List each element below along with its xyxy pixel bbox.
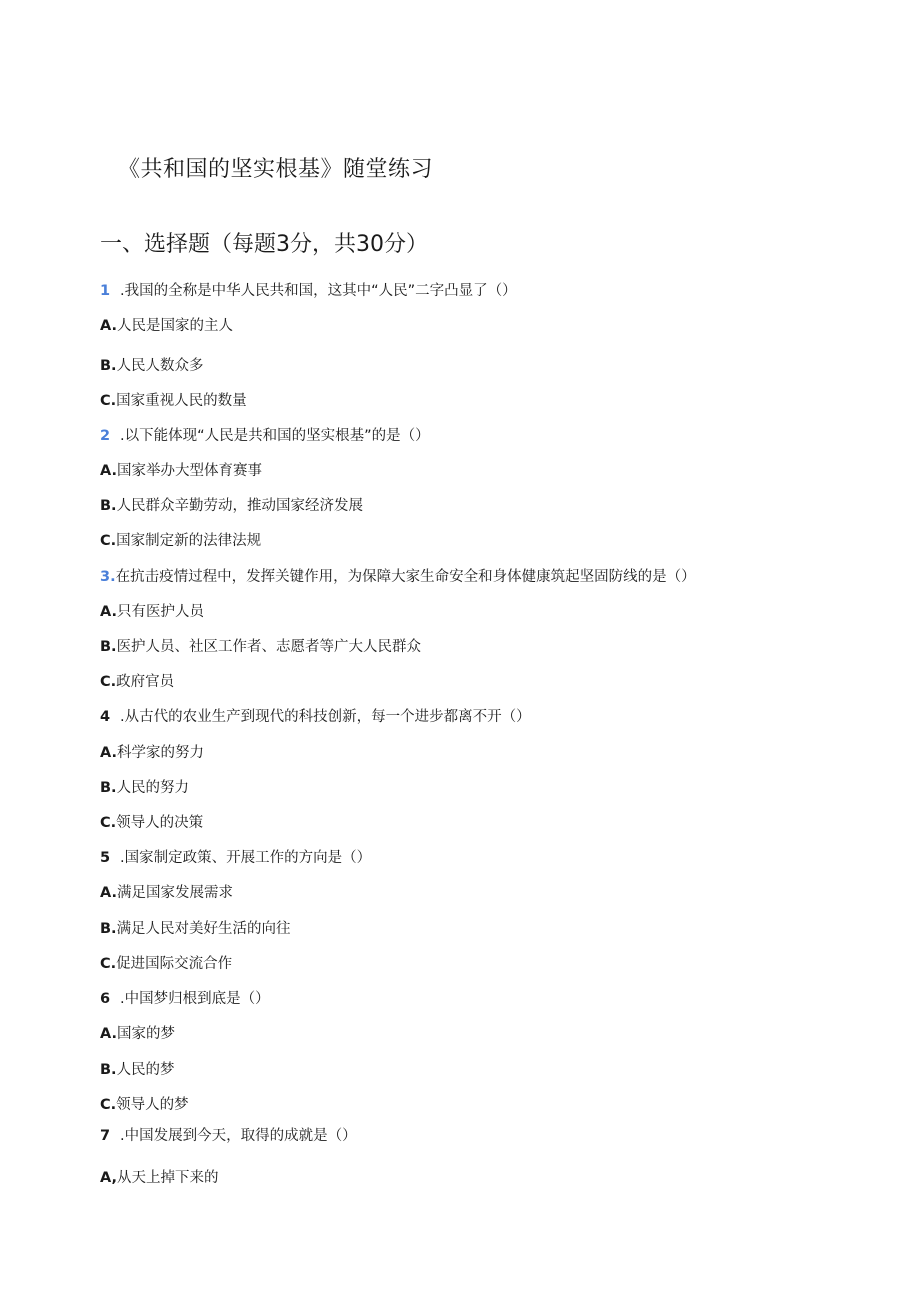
option-text: 国家的梦	[117, 1026, 175, 1042]
option-letter: B.	[100, 639, 117, 655]
option-text: 从天上掉下来的	[117, 1170, 219, 1186]
option-2b	[100, 494, 363, 515]
option-6b	[100, 1058, 175, 1079]
option-3a	[100, 600, 204, 621]
option-letter: A.	[100, 885, 117, 901]
option-5b	[100, 917, 291, 938]
option-text: 满足国家发展需求	[117, 885, 233, 901]
option-6c	[100, 1093, 189, 1114]
question-number: 1	[100, 283, 111, 299]
option-4b	[100, 776, 189, 797]
option-text: 领导人的梦	[116, 1097, 189, 1113]
document-title: 《共和国的坚实根基》随堂练习	[118, 157, 434, 182]
option-letter: A,	[100, 1170, 117, 1186]
option-letter: B.	[100, 358, 117, 374]
question-text: .中国梦归根到底是（）	[120, 991, 270, 1007]
question-number: 4	[100, 709, 111, 725]
option-4a	[100, 741, 204, 762]
option-letter: B.	[100, 1062, 117, 1078]
question-text: .从古代的农业生产到现代的科技创新，每一个进步都离不开（）	[120, 709, 531, 725]
option-text: 领导人的决策	[116, 815, 204, 831]
option-text: 人民群众辛勤劳动，推动国家经济发展	[116, 498, 364, 514]
question-number: 2	[100, 428, 111, 444]
option-text: 促进国际交流合作	[116, 956, 233, 972]
question-text: 在抗击疫情过程中，发挥关键作用，为保障大家生命安全和身体健康筑起坚固防线的是（）	[115, 569, 696, 585]
option-letter: A.	[100, 1026, 117, 1042]
option-letter: C.	[100, 815, 117, 831]
option-text: 人民人数众多	[116, 358, 204, 374]
question-2	[100, 424, 430, 445]
option-letter: B.	[100, 498, 117, 514]
option-3c	[100, 670, 174, 691]
section-heading: 一、选择题（每题3分，共30分）	[100, 232, 428, 257]
option-letter: A.	[100, 318, 117, 334]
question-number: 7	[100, 1128, 111, 1144]
option-letter: C.	[100, 674, 117, 690]
option-text: 人民的努力	[116, 780, 190, 796]
option-text: 医护人员、社区工作者、志愿者等广大人民群众	[116, 639, 422, 655]
option-1a	[100, 314, 233, 335]
question-7	[100, 1124, 357, 1145]
question-number: 6	[100, 991, 111, 1007]
option-letter: C.	[100, 533, 117, 549]
option-letter: C.	[100, 956, 117, 972]
question-text: .我国的全称是中华人民共和国，这其中“人民”二字凸显了（）	[120, 283, 517, 299]
option-4c	[100, 811, 203, 832]
option-1b	[100, 354, 204, 375]
option-2c	[100, 529, 261, 550]
option-letter: B.	[100, 921, 117, 937]
option-letter: C.	[100, 393, 117, 409]
option-5a	[100, 881, 233, 902]
option-text: 国家重视人民的数量	[116, 393, 247, 409]
option-text: 政府官员	[116, 674, 175, 690]
option-5c	[100, 952, 232, 973]
option-1c	[100, 389, 247, 410]
question-text: .以下能体现“人民是共和国的坚实根基”的是（）	[120, 428, 430, 444]
option-6a	[100, 1022, 175, 1043]
option-2a	[100, 459, 262, 480]
option-text: 人民是国家的主人	[117, 318, 233, 334]
option-3b	[100, 635, 421, 656]
option-letter: B.	[100, 780, 117, 796]
option-letter: A.	[100, 463, 117, 479]
question-number: 5	[100, 850, 111, 866]
option-text: 人民的梦	[116, 1062, 175, 1078]
question-6	[100, 987, 270, 1008]
option-text: 国家制定新的法律法规	[116, 533, 262, 549]
option-7a	[100, 1166, 219, 1187]
question-text: .国家制定政策、开展工作的方向是（）	[120, 850, 372, 866]
option-text: 国家举办大型体育赛事	[117, 463, 262, 479]
option-text: 满足人民对美好生活的向往	[116, 921, 291, 937]
question-text: .中国发展到今天，取得的成就是（）	[120, 1128, 357, 1144]
option-letter: C.	[100, 1097, 117, 1113]
option-letter: A.	[100, 604, 117, 620]
question-3	[100, 565, 696, 586]
option-text: 科学家的努力	[117, 745, 204, 761]
question-number: 3.	[100, 569, 116, 585]
question-1	[100, 279, 517, 300]
option-text: 只有医护人员	[117, 604, 204, 620]
question-4	[100, 705, 531, 726]
question-5	[100, 846, 371, 867]
option-letter: A.	[100, 745, 117, 761]
